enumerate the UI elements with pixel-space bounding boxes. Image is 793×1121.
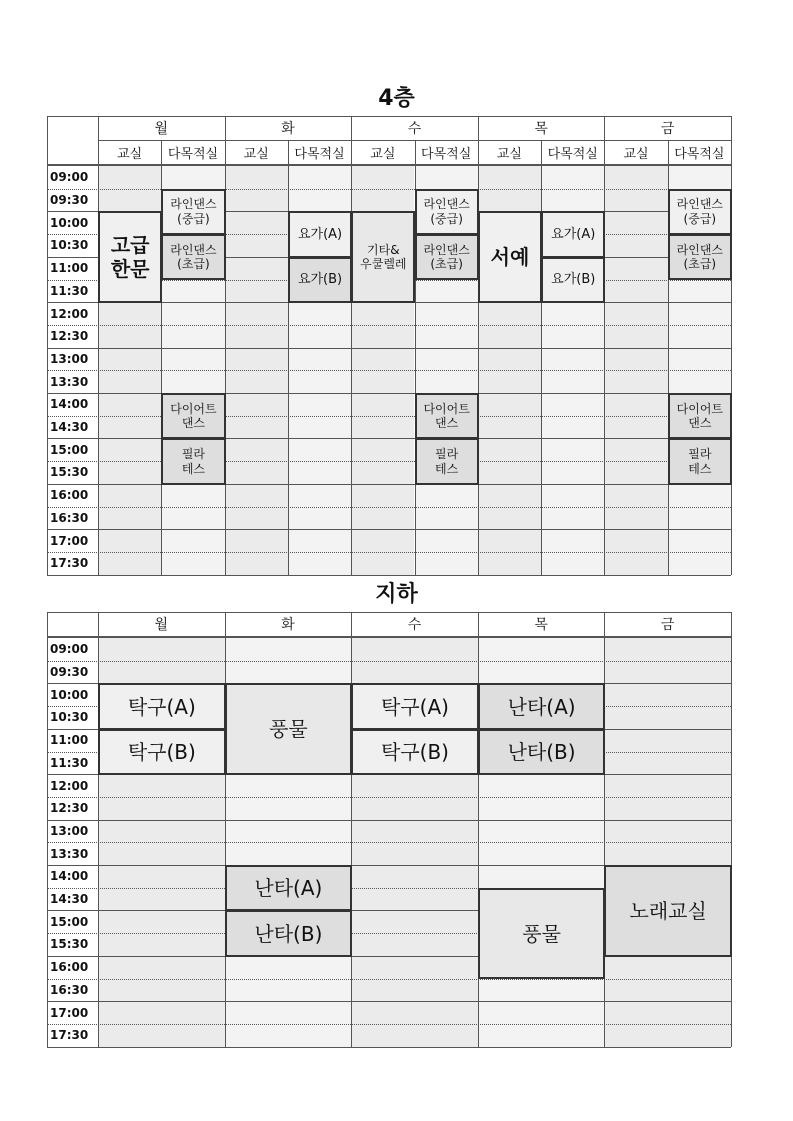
floor4-rule — [351, 116, 352, 575]
wed-classroom-guitar-ukulele: 기타& 우쿨렐레 — [351, 211, 415, 303]
fri-hall-diet-dance: 다이어트 댄스 — [668, 393, 732, 439]
floor4-row-rule — [47, 552, 731, 553]
basement-time-label: 11:00 — [50, 733, 89, 748]
thu-classroom-calligraphy: 서예 — [478, 211, 542, 303]
floor4-row-rule — [47, 438, 731, 439]
basement-time-label: 15:00 — [50, 914, 89, 929]
basement-row-rule — [47, 979, 731, 980]
basement-row-rule — [47, 1001, 731, 1002]
fri-hall-line-dance-intermediate: 라인댄스 (중급) — [668, 189, 732, 235]
floor4-rule — [98, 116, 99, 575]
floor4-room-header: 다목적실 — [547, 146, 598, 162]
floor4-rule — [47, 116, 48, 575]
floor4-rule — [604, 116, 605, 575]
basement-time-label: 13:00 — [50, 823, 89, 838]
floor4-day-header: 월 — [154, 121, 169, 137]
floor4-time-label: 10:30 — [50, 238, 89, 253]
floor4-row-rule — [47, 416, 731, 417]
floor4-time-label: 09:30 — [50, 193, 89, 208]
mon-hall-line-dance-beginner: 라인댄스 (초급) — [161, 234, 225, 280]
floor4-day-header: 화 — [281, 121, 295, 137]
floor4-room-header: 다목적실 — [167, 146, 219, 162]
basement-rule — [47, 612, 731, 613]
basement-rule — [731, 612, 732, 1047]
thu-pungmul: 풍물 — [478, 888, 606, 980]
basement-rule — [98, 612, 99, 1047]
basement-day-header: 금 — [660, 617, 675, 633]
floor4-time-label: 17:30 — [50, 556, 89, 571]
tue-hall-yoga-b: 요가(B) — [288, 257, 352, 303]
floor4-time-label: 17:00 — [50, 533, 89, 548]
basement-time-label: 11:30 — [50, 755, 89, 770]
mon-classroom-advanced-hanmun: 고급 한문 — [98, 211, 162, 303]
fri-hall-line-dance-beginner: 라인댄스 (초급) — [668, 234, 732, 280]
floor4-time-label: 13:00 — [50, 351, 89, 366]
basement-time-label: 12:30 — [50, 801, 89, 816]
floor4-row-rule — [47, 370, 731, 371]
floor4-time-label: 10:00 — [50, 215, 89, 230]
floor4-room-header: 교실 — [243, 146, 269, 162]
floor4-time-label: 12:30 — [50, 329, 89, 344]
mon-table-tennis-a: 탁구(A) — [98, 683, 226, 729]
mon-table-tennis-b: 탁구(B) — [98, 729, 226, 775]
floor4-rule — [225, 116, 226, 575]
floor4-room-header: 다목적실 — [421, 146, 472, 162]
mon-hall-diet-dance: 다이어트 댄스 — [161, 393, 225, 439]
floor4-room-header: 교실 — [623, 146, 649, 162]
floor4-time-label: 11:00 — [50, 261, 89, 276]
tue-pungmul: 풍물 — [225, 683, 353, 775]
floor4-row-rule — [47, 189, 731, 190]
basement-time-label: 10:30 — [50, 710, 89, 725]
floor4-rule — [478, 116, 479, 575]
floor4-room-header: 다목적실 — [294, 146, 345, 162]
floor4-rule — [288, 140, 289, 575]
basement-time-label: 09:30 — [50, 665, 89, 680]
floor4-room-header: 교실 — [370, 146, 396, 162]
floor4-row-rule — [47, 461, 731, 462]
basement-rule — [604, 612, 605, 1047]
floor4-rule — [47, 164, 731, 166]
basement-time-label: 17:30 — [50, 1028, 89, 1043]
thu-nanta-a: 난타(A) — [478, 683, 606, 729]
floor4-rule — [731, 116, 732, 575]
floor4-time-label: 14:00 — [50, 397, 89, 412]
floor4-row-rule — [47, 393, 731, 394]
basement-title: 지하 — [375, 582, 418, 607]
floor4-rule — [47, 116, 731, 117]
floor4-room-header: 다목적실 — [674, 146, 725, 162]
basement-time-label: 14:30 — [50, 892, 89, 907]
basement-time-label: 16:30 — [50, 982, 89, 997]
floor4-time-label: 16:30 — [50, 510, 89, 525]
fri-singing-class: 노래교실 — [604, 865, 732, 957]
floor4-day-header: 목 — [534, 121, 548, 137]
mon-hall-pilates: 필라 테스 — [161, 438, 225, 484]
fri-hall-pilates: 필라 테스 — [668, 438, 732, 484]
basement-time-label: 17:00 — [50, 1005, 89, 1020]
basement-rule — [47, 612, 48, 1047]
thu-nanta-b: 난타(B) — [478, 729, 606, 775]
wed-table-tennis-a: 탁구(A) — [351, 683, 479, 729]
floor4-rule — [541, 140, 542, 575]
floor4-row-rule — [47, 348, 731, 349]
floor4-room-header: 교실 — [496, 146, 522, 162]
thu-hall-yoga-b: 요가(B) — [541, 257, 605, 303]
wed-table-tennis-b: 탁구(B) — [351, 729, 479, 775]
wed-hall-pilates: 필라 테스 — [415, 438, 479, 484]
floor4-day-header: 금 — [660, 121, 675, 137]
basement-time-label: 14:00 — [50, 869, 89, 884]
thu-hall-yoga-a: 요가(A) — [541, 211, 605, 257]
floor4-time-label: 16:00 — [50, 488, 89, 503]
floor4-row-rule — [47, 325, 731, 326]
floor4-rule — [47, 575, 731, 576]
floor4-time-label: 13:30 — [50, 374, 89, 389]
floor4-time-label: 15:30 — [50, 465, 89, 480]
basement-time-label: 12:00 — [50, 778, 89, 793]
floor4-title: 4층 — [378, 86, 415, 111]
wed-hall-line-dance-beginner: 라인댄스 (초급) — [415, 234, 479, 280]
basement-time-label: 13:30 — [50, 846, 89, 861]
floor4-time-label: 14:30 — [50, 420, 89, 435]
tue-nanta-a: 난타(A) — [225, 865, 353, 911]
floor4-room-header: 교실 — [117, 146, 143, 162]
basement-row-rule — [47, 820, 731, 821]
floor4-row-rule — [47, 529, 731, 530]
floor4-day-header: 수 — [407, 121, 422, 137]
floor4-time-label: 11:30 — [50, 283, 89, 298]
basement-day-header: 수 — [407, 617, 422, 633]
basement-row-rule — [47, 797, 731, 798]
basement-rule — [351, 612, 352, 1047]
basement-day-header: 화 — [281, 617, 295, 633]
tue-nanta-b: 난타(B) — [225, 910, 353, 956]
mon-hall-line-dance-intermediate: 라인댄스 (중급) — [161, 189, 225, 235]
basement-rule — [478, 612, 479, 1047]
floor4-time-label: 15:00 — [50, 442, 89, 457]
tue-hall-yoga-a: 요가(A) — [288, 211, 352, 257]
floor4-row-rule — [47, 507, 731, 508]
floor4-row-rule — [47, 484, 731, 485]
basement-rule — [225, 612, 226, 1047]
wed-hall-diet-dance: 다이어트 댄스 — [415, 393, 479, 439]
basement-rule — [47, 636, 731, 638]
basement-time-label: 10:00 — [50, 687, 89, 702]
floor4-time-label: 09:00 — [50, 170, 89, 185]
basement-rule — [47, 1047, 731, 1048]
basement-row-rule — [47, 842, 731, 843]
basement-time-label: 15:30 — [50, 937, 89, 952]
basement-day-header: 월 — [154, 617, 169, 633]
wed-hall-line-dance-intermediate: 라인댄스 (중급) — [415, 189, 479, 235]
basement-time-label: 09:00 — [50, 642, 89, 657]
floor4-time-label: 12:00 — [50, 306, 89, 321]
basement-row-rule — [47, 661, 731, 662]
basement-day-header: 목 — [534, 617, 548, 633]
basement-row-rule — [47, 1024, 731, 1025]
basement-time-label: 16:00 — [50, 960, 89, 975]
